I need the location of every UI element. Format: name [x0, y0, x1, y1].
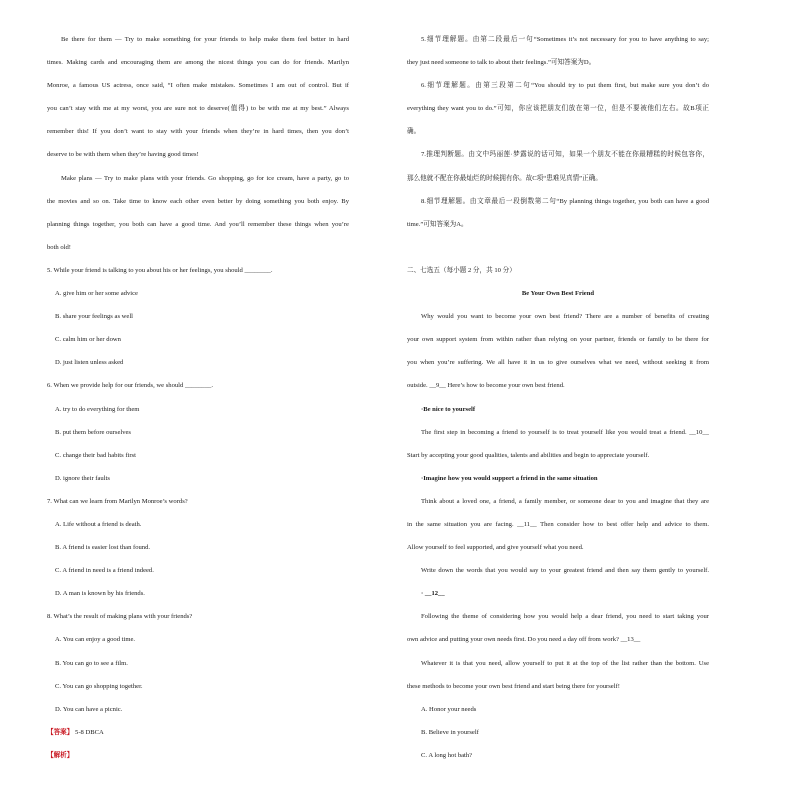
explanation-line: 7.推理判断题。由文中玛丽莲·梦露说的话可知，如果一个朋友不能在你最糟糕的时候包容你， — [421, 151, 709, 159]
text-line: remember this! If you don’t want to stay with your friends when they’re in hard times, then you don’t — [47, 128, 349, 136]
analysis-line — [47, 750, 349, 773]
explanation-line: 6.细节理解题。由第三段第二句“You should try to put them first, but make sure you don’t do — [421, 82, 709, 90]
question-stem: 8. What’s the result of making plans with your friends? — [47, 613, 193, 621]
question-option: D. ignore their faults — [55, 474, 110, 482]
text-line: Allow yourself to feel supported, and give yourself what you need. — [407, 544, 584, 552]
text-line: both old! — [47, 243, 71, 251]
text-line: Why would you want to become your own best friend? There are a number of benefits of creating — [421, 313, 709, 321]
answer-option: C. A long hot bath? — [421, 751, 473, 759]
text-line: planning things together, you both can have a good time. And you’ll remember these things when you’re — [47, 220, 349, 228]
text-line: Start by accepting your good qualities, talents and abilities and begin to appreciate yourself. — [407, 451, 650, 459]
text-line: you can’t stay with me at my worst, you are sure not to deserve(值得) to be with me at my best.” Always — [47, 105, 349, 113]
answer-option: A. Honor your needs — [421, 705, 477, 713]
question-option: A. Life without a friend is death. — [55, 520, 142, 528]
text-line: you when you’re suffering. We all have it in us to give ourselves what we need, without seeking it from — [407, 359, 709, 367]
question-stem: 6. When we provide help for our friends, we should ________. — [47, 382, 213, 390]
text-line: the movies and so on. Take time to know each other even better by doing something you both enjoy. By — [47, 197, 349, 205]
answer-line — [47, 727, 349, 750]
explanation-line: 那么他就不配在你最灿烂的时候拥有你。故C项“患难见真情”正确。 — [407, 174, 602, 182]
answer-option: B. Believe in yourself — [421, 728, 479, 736]
text-line: Be there for them — Try to make something for your friends to help make them feel better in hard — [61, 36, 349, 43]
explanation-line: 确。 — [407, 128, 421, 136]
analysis-tag: 【解析】 — [47, 751, 74, 759]
text-line: Make plans — Try to make plans with your friends. Go shopping, go for ice cream, have a party, go to — [61, 174, 349, 182]
passage-title: Be Your Own Best Friend — [521, 290, 595, 298]
question-option: D. A man is known by his friends. — [55, 590, 145, 598]
text-line: The first step in becoming a friend to yourself is to treat yourself like you would treat a friend. __10__ — [421, 428, 709, 436]
text-line: in the same situation you are facing. __11__ Then consider how to best offer help and advice to them. — [407, 520, 709, 528]
text-line: Monroe, a famous US actress, once said, “I often make mistakes. Sometimes I am out of control. But if — [47, 82, 349, 90]
question-option: A. give him or her some advice — [55, 290, 138, 298]
question-option: A. You can enjoy a good time. — [55, 636, 136, 644]
text-line: Whatever it is that you need, allow yourself to put it at the top of the list rather than the bottom. Use — [421, 659, 709, 667]
question-option: B. A friend is easier lost than found. — [55, 544, 151, 552]
question-stem: 7. What can we learn from Marilyn Monroe’s words? — [47, 497, 188, 505]
explanation-line: everything they want you to do.”可知，你应该把朋友们放在第一位，但是不要被他们左右。故B项正 — [407, 105, 709, 113]
text-line: times. Making cards and encouraging them are among the nicest things you can do for friends. Marilyn — [47, 59, 349, 67]
explanation-line: time.”可知答案为A。 — [407, 220, 468, 228]
answer-tag: 【答案】 — [47, 728, 74, 736]
left-column — [47, 34, 349, 773]
question-option: D. You can have a picnic. — [55, 705, 123, 713]
section-heading: 二、七选五（每小题 2 分，共 10 分） — [407, 266, 516, 274]
text-line: Write down the words that you would say to your greatest friend and then say them gently to yourself. — [421, 567, 709, 575]
explanation-line: 5.细节理解题。由第二段最后一句“Sometimes it’s not necessary for you to have anything to say; — [421, 36, 709, 43]
text-line: own advice and putting your own needs first. Do you need a day off from work? __13__ — [407, 636, 641, 644]
text-line: your own support system from within rather than relying on your partner, friends or family to be there for — [407, 336, 709, 344]
question-option: B. You can go to see a film. — [55, 659, 128, 667]
explanation-line: 8.细节理解题。由文章最后一段倒数第二句“By planning things together, you both can have a good — [421, 197, 709, 205]
subheading: ·Be nice to yourself — [421, 405, 476, 413]
text-line: Following the theme of considering how you would help a dear friend, you need to start taking your — [421, 613, 709, 621]
question-option: C. You can go shopping together. — [55, 682, 143, 690]
question-option: C. calm him or her down — [55, 336, 121, 344]
text-line: Think about a loved one, a friend, a family member, or someone dear to you and imagine that they are — [421, 497, 709, 505]
question-option: B. share your feelings as well — [55, 313, 134, 321]
explanation-line: they just need someone to talk to about their feelings.”可知答案为D。 — [407, 59, 596, 67]
question-stem: 5. While your friend is talking to you about his or her feelings, you should ________. — [47, 266, 273, 274]
text-line: outside. __9__ Here’s how to become your own best friend. — [407, 382, 565, 390]
question-option: A. try to do everything for them — [55, 405, 140, 413]
question-option: C. A friend in need is a friend indeed. — [55, 567, 154, 575]
text-line: deserve to be with them when they’re having good times! — [47, 151, 199, 159]
right-column — [407, 34, 709, 773]
question-option: C. change their bad habits first — [55, 451, 136, 459]
question-option: D. just listen unless asked — [55, 359, 124, 367]
subheading: ·Imagine how you would support a friend in the same situation — [421, 474, 598, 482]
answer-text: 5-8 DBCA — [75, 728, 104, 736]
text-line: these methods to become your own best friend and start being there for yourself! — [407, 682, 620, 690]
spacer — [407, 242, 709, 265]
subheading: · __12__ — [421, 590, 445, 598]
question-option: B. put them before ourselves — [55, 428, 131, 436]
